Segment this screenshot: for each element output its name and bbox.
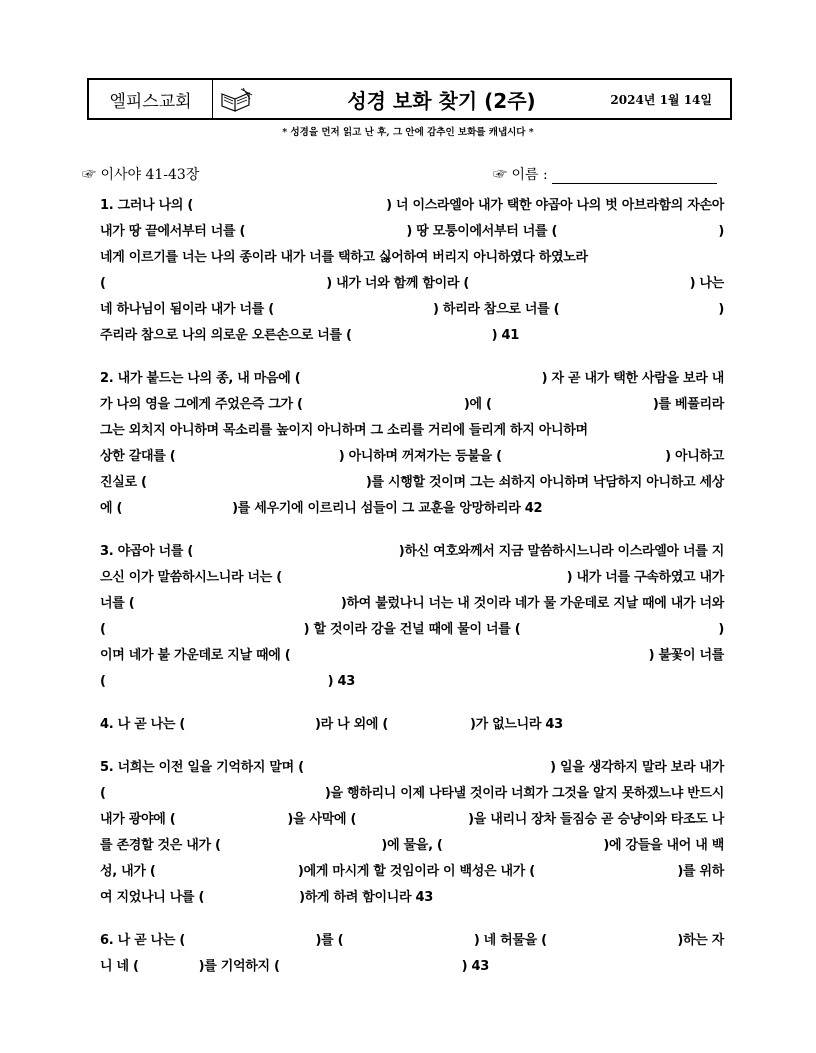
- text-line: [100, 297, 724, 323]
- text-segment: 내가 땅 끝에서부터 너를 (: [100, 224, 246, 239]
- text-segment: )에게 마시게 할 것임이라 이 백성은 내가 (: [297, 864, 535, 879]
- text-segment: ) 일을 생각하지 말라 보라 내가: [550, 760, 724, 775]
- text-segment: 6. 나 곧 나는 (: [100, 933, 185, 948]
- question-1: [100, 193, 724, 349]
- text-segment: (: [100, 786, 106, 801]
- text-segment: )을 사막에 (: [287, 812, 357, 827]
- text-line: [100, 219, 724, 245]
- text-line: [100, 271, 724, 297]
- text-line: [100, 885, 724, 911]
- text-segment: 여 지었나니 나를 (: [100, 890, 205, 905]
- text-segment: 이며 네가 불 가운데로 지날 때에 (: [100, 648, 291, 663]
- church-name: 엘피스교회: [89, 80, 213, 118]
- text-segment: ) 43: [327, 674, 356, 689]
- text-segment: 진실로 (: [100, 475, 147, 490]
- text-line: [100, 712, 724, 738]
- name-blank-line[interactable]: [552, 167, 717, 184]
- text-line: [100, 755, 724, 781]
- text-segment: )하여 불렀나니 너는 내 것이라 네가 물 가운데로 지날 때에 내가 너와: [340, 596, 724, 611]
- text-segment: )를 위하: [677, 864, 724, 879]
- text-line: [100, 392, 724, 418]
- question-3: [100, 539, 724, 695]
- text-line: [100, 470, 724, 496]
- text-line: [100, 323, 724, 349]
- text-segment: 에 (: [100, 501, 123, 516]
- text-segment: )를 세우기에 이르리니 섬들이 그 교훈을 앙망하리라 42: [232, 501, 543, 516]
- text-line: [100, 833, 724, 859]
- text-segment: )을 내리니 장차 들짐승 곧 승냥이와 타조도 나: [468, 812, 724, 827]
- text-segment: 1. 그러나 나의 (: [100, 198, 193, 213]
- text-line: [100, 418, 724, 444]
- text-segment: 네 하나님이 됨이라 내가 너를 (: [100, 302, 274, 317]
- text-line: [100, 954, 724, 980]
- text-segment: 내가 광야에 (: [100, 812, 176, 827]
- text-segment: )하는 자: [677, 933, 724, 948]
- text-segment: ) 내가 너와 함께 함이라 (: [326, 276, 469, 291]
- text-segment: 를 존경할 것은 내가 (: [100, 838, 221, 853]
- meta-row: [82, 164, 732, 186]
- text-segment: )를 시행할 것이며 그는 쇠하지 아니하며 낙담하지 아니하고 세상: [365, 475, 724, 490]
- text-segment: ) 41: [491, 328, 520, 343]
- header-main: [213, 80, 730, 118]
- text-line: [100, 366, 724, 392]
- text-segment: ) 아니하고: [665, 449, 724, 464]
- text-line: [100, 444, 724, 470]
- text-segment: )을 행하리니 이제 나타낼 것이라 너희가 그것을 알지 못하겠느냐 반드시: [324, 786, 724, 801]
- text-segment: ) 아니하며 꺼져가는 등불을 (: [338, 449, 502, 464]
- text-segment: ) 땅 모퉁이에서부터 너를 (: [406, 224, 558, 239]
- text-segment: )를 베풀리라: [652, 397, 724, 412]
- text-segment: )를 (: [315, 933, 344, 948]
- text-line: [100, 193, 724, 219]
- text-segment: ): [718, 224, 724, 239]
- text-segment: ) 자 곧 내가 택한 사람을 보라 내: [541, 371, 724, 386]
- text-segment: 니 네 (: [100, 959, 139, 974]
- text-segment: ) 불꽃이 너를: [648, 648, 724, 663]
- question-4: [100, 712, 724, 738]
- text-segment: ) 너 이스라엘아 내가 택한 야곱아 나의 벗 아브라함의 자손아: [386, 198, 724, 213]
- text-segment: 5. 너희는 이전 일을 기억하지 말며 (: [100, 760, 304, 775]
- text-line: [100, 807, 724, 833]
- text-line: [100, 859, 724, 885]
- text-segment: ) 43: [461, 959, 489, 974]
- text-line: [100, 643, 724, 669]
- text-line: [100, 539, 724, 565]
- question-5: [100, 755, 724, 911]
- text-line: [100, 565, 724, 591]
- text-segment: )라 나 외에 (: [314, 717, 388, 732]
- text-segment: )에 강들을 내어 내 백: [603, 838, 724, 853]
- text-segment: ) 할 것이라 강을 건널 때에 물이 너를 (: [303, 622, 521, 637]
- worksheet-title: 성경 보화 찾기 (2주): [347, 88, 536, 113]
- text-segment: )하신 여호와께서 지금 말씀하시느니라 이스라엘아 너를 지: [398, 544, 724, 559]
- text-line: [100, 928, 724, 954]
- text-line: [100, 781, 724, 807]
- text-segment: 상한 갈대를 (: [100, 449, 176, 464]
- question-6: [100, 928, 724, 980]
- text-segment: )를 기억하지 (: [198, 959, 280, 974]
- text-segment: (: [100, 276, 106, 291]
- name-field: [493, 164, 717, 184]
- text-segment: 가 나의 영을 그에게 주었은즉 그가 (: [100, 397, 303, 412]
- text-segment: ) 나는: [689, 276, 724, 291]
- text-segment: ): [718, 302, 724, 317]
- instruction-notice: * 성경을 먼저 읽고 난 후, 그 안에 감추인 보화를 캐냅시다 *: [282, 127, 534, 138]
- text-segment: 너를 (: [100, 596, 135, 611]
- text-segment: ) 내가 너를 구속하였고 내가: [566, 570, 724, 585]
- question-list: [100, 193, 724, 997]
- text-line: [100, 245, 724, 271]
- text-segment: ): [718, 622, 724, 637]
- worksheet-date: 2024년 1월 14일: [610, 92, 712, 107]
- text-line: [100, 591, 724, 617]
- text-segment: )에 물을, (: [381, 838, 443, 853]
- text-segment: )에 (: [463, 397, 492, 412]
- text-line: [100, 669, 724, 695]
- text-segment: (: [100, 674, 106, 689]
- text-segment: 2. 내가 붙드는 나의 종, 내 마음에 (: [100, 371, 301, 386]
- text-segment: 3. 야곱아 너를 (: [100, 544, 193, 559]
- text-segment: ) 네 허물을 (: [473, 933, 547, 948]
- text-segment: (: [100, 622, 106, 637]
- scripture-range: ☞ 이사야 41-43장: [82, 167, 200, 183]
- text-line: [100, 496, 724, 522]
- text-segment: 네게 이르기를 너는 나의 종이라 내가 너를 택하고 싫어하여 버리지 아니하였다 하였노라: [100, 250, 588, 265]
- text-segment: 4. 나 곧 나는 (: [100, 717, 185, 732]
- text-line: [100, 617, 724, 643]
- text-segment: 으신 이가 말씀하시느니라 너는 (: [100, 570, 282, 585]
- worksheet-header: [87, 78, 732, 120]
- text-segment: )가 없느니라 43: [469, 717, 563, 732]
- text-segment: 성, 내가 (: [100, 864, 156, 879]
- question-2: [100, 366, 724, 522]
- text-segment: ) 하리라 참으로 너를 (: [432, 302, 560, 317]
- text-segment: 주리라 참으로 나의 의로운 오른손으로 너를 (: [100, 328, 352, 343]
- text-segment: )하게 하려 함이니라 43: [299, 890, 434, 905]
- text-segment: 그는 외치지 아니하며 목소리를 높이지 아니하며 그 소리를 거리에 들리게 하지 아니하며: [100, 423, 588, 438]
- name-label: ☞ 이름 :: [493, 167, 548, 183]
